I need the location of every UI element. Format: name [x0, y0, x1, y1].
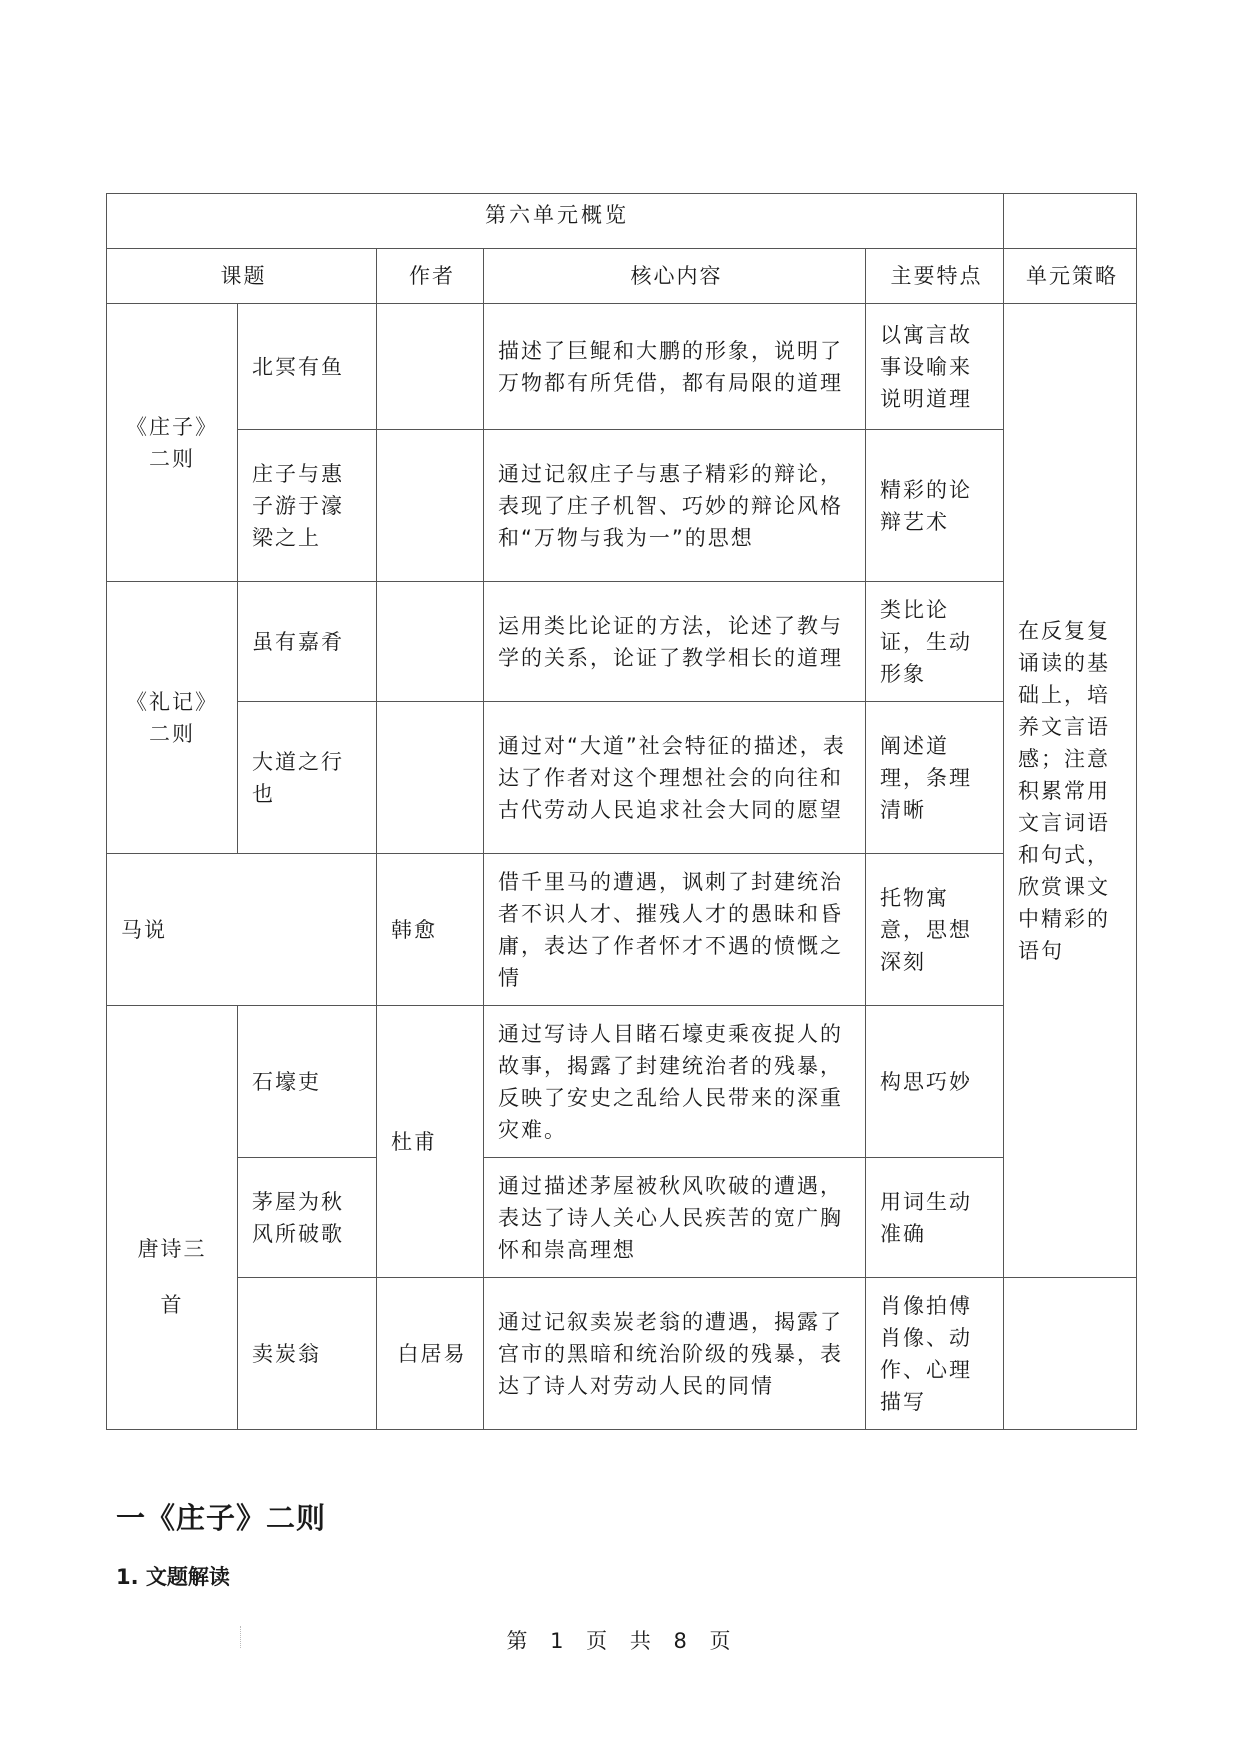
group-tangshi: 唐诗三首	[107, 1006, 238, 1430]
unit-strategy: 在反复复诵读的基础上，培养文言语感；注意积累常用文言词语和句式，欣赏课文中精彩的语句	[1004, 304, 1137, 1278]
page-footer: 第 1 页 共 8 页	[506, 1629, 735, 1653]
features-haoliang: 精彩的论辩艺术	[866, 430, 1004, 582]
topic-dadao: 大道之行也	[238, 702, 377, 854]
topic-beiming: 北冥有鱼	[238, 304, 377, 430]
features-mashuo: 托物寓意，思想深刻	[866, 854, 1004, 1006]
header-author: 作者	[377, 249, 484, 304]
group-zhuangzi: 《庄子》二则	[107, 304, 238, 582]
section-heading: 一《庄子》二则	[116, 1501, 327, 1535]
topic-shihaoli: 石壕吏	[238, 1006, 377, 1158]
features-dadao: 阐述道理，条理清晰	[866, 702, 1004, 854]
strategy-blank	[1004, 1278, 1137, 1430]
topic-maitanweng: 卖炭翁	[238, 1278, 377, 1430]
table-title-blank	[1004, 194, 1137, 249]
table-title: 第六单元概览	[107, 194, 1004, 249]
content-dadao: 通过对“大道”社会特征的描述，表达了作者对这个理想社会的向往和古代劳动人民追求社会大同的愿望	[484, 702, 866, 854]
author-beiming	[377, 304, 484, 430]
features-maowu: 用词生动准确	[866, 1158, 1004, 1278]
author-mashuo: 韩愈	[377, 854, 484, 1006]
content-maitanweng: 通过记叙卖炭老翁的遭遇，揭露了宫市的黑暗和统治阶级的残暴，表达了诗人对劳动人民的同情	[484, 1278, 866, 1430]
content-beiming: 描述了巨鲲和大鹏的形象，说明了万物都有所凭借，都有局限的道理	[484, 304, 866, 430]
author-haoliang	[377, 430, 484, 582]
author-dadao	[377, 702, 484, 854]
features-jiayao: 类比论证，生动形象	[866, 582, 1004, 702]
features-beiming: 以寓言故事设喻来说明道理	[866, 304, 1004, 430]
subheading: 1. 文题解读	[116, 1565, 230, 1589]
topic-maowu: 茅屋为秋风所破歌	[238, 1158, 377, 1278]
group-liji: 《礼记》二则	[107, 582, 238, 854]
header-content: 核心内容	[484, 249, 866, 304]
topic-haoliang: 庄子与惠子游于濠梁之上	[238, 430, 377, 582]
content-mashuo: 借千里马的遭遇，讽刺了封建统治者不识人才、摧残人才的愚昧和昏庸，表达了作者怀才不遇的愤慨之情	[484, 854, 866, 1006]
author-dufu: 杜甫	[377, 1006, 484, 1278]
author-jiayao	[377, 582, 484, 702]
header-topic: 课题	[107, 249, 377, 304]
unit-overview-table	[106, 193, 1137, 1430]
header-features: 主要特点	[866, 249, 1004, 304]
topic-jiayao: 虽有嘉肴	[238, 582, 377, 702]
features-shihaoli: 构思巧妙	[866, 1006, 1004, 1158]
content-haoliang: 通过记叙庄子与惠子精彩的辩论，表现了庄子机智、巧妙的辩论风格和“万物与我为一”的思想	[484, 430, 866, 582]
header-strategy: 单元策略	[1004, 249, 1137, 304]
author-maitanweng: 白居易	[377, 1278, 484, 1430]
content-shihaoli: 通过写诗人目睹石壕吏乘夜捉人的故事，揭露了封建统治者的残暴，反映了安史之乱给人民带来的深重灾难。	[484, 1006, 866, 1158]
content-maowu: 通过描述茅屋被秋风吹破的遭遇，表达了诗人关心人民疾苦的宽广胸怀和崇高理想	[484, 1158, 866, 1278]
content-jiayao: 运用类比论证的方法，论述了教与学的关系，论证了教学相长的道理	[484, 582, 866, 702]
topic-mashuo: 马说	[107, 854, 377, 1006]
features-maitanweng: 肖像拍傅肖像、动作、心理描写	[866, 1278, 1004, 1430]
